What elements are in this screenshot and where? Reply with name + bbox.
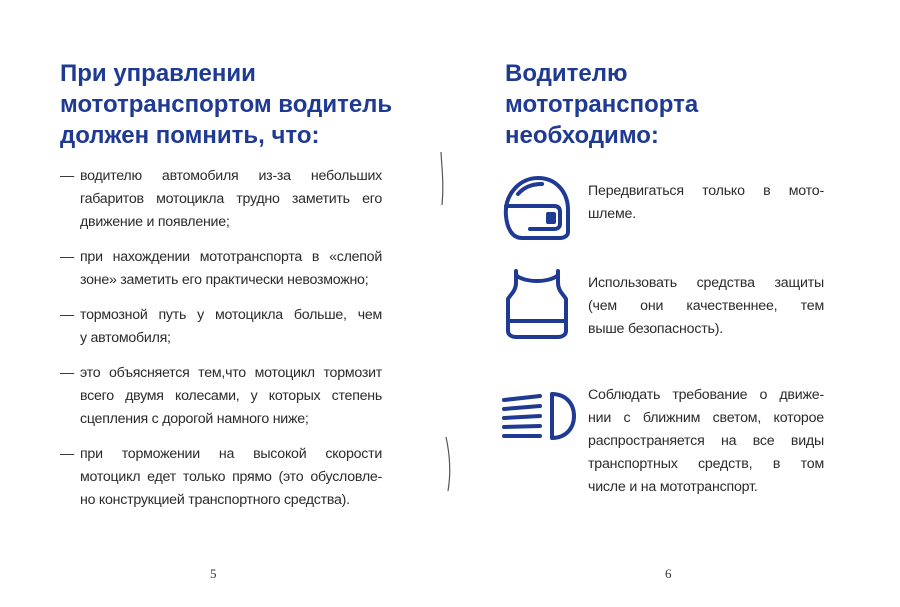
reminder-list — [60, 165, 382, 524]
left-title-line: мототранспортом водитель — [60, 91, 393, 118]
right-page-title — [505, 58, 805, 151]
reminder-text-line: зоне» заметить его практически невозможно; — [80, 272, 369, 288]
reminder-item — [60, 443, 382, 512]
helmet-icon — [498, 172, 576, 244]
right-title-line: мототранспорта — [505, 91, 699, 118]
reminder-item — [60, 304, 382, 350]
reminder-text-line: у автомобиля; — [80, 330, 171, 346]
requirement-text-line: Использовать средства защиты — [588, 275, 824, 291]
requirement-text-line: числе и на мототранспорт. — [588, 479, 758, 495]
vest-icon — [502, 265, 572, 345]
requirement-text-line: нии с ближним светом, которое — [588, 410, 824, 426]
requirement-text-line: Соблюдать требование о движе- — [588, 387, 824, 403]
reminder-text-line: габаритов мотоцикла трудно заметить его — [80, 191, 382, 207]
bullet-dash: — — [60, 168, 75, 184]
bullet-dash: — — [60, 365, 75, 381]
low-beam-headlight-icon — [500, 388, 578, 444]
bullet-dash: — — [60, 249, 75, 265]
reminder-text-line: движение и появление; — [80, 214, 230, 230]
requirement-text-line: распространяется на все виды — [588, 433, 824, 449]
right-title-line: необходимо: — [505, 122, 659, 149]
reminder-item — [60, 165, 382, 234]
reminder-text-line: тормозной путь у мотоцикла больше, чем — [80, 307, 382, 323]
right-page — [450, 0, 900, 607]
reminder-item — [60, 362, 382, 431]
reminder-text-line: это объясняется тем,что мотоцикл тормозит — [80, 365, 382, 381]
left-page-title — [60, 58, 420, 151]
requirement-text-line: выше безопасность). — [588, 321, 723, 337]
page-number: 5 — [210, 566, 217, 581]
reminder-text-line: но конструкцией транспортного средства). — [80, 492, 350, 508]
reminder-text-line: при нахождении мототранспорта в «слепой — [80, 249, 382, 265]
bullet-dash: — — [60, 307, 75, 323]
reminder-text-line: водителю автомобиля из-за небольших — [80, 168, 382, 184]
reminder-text-line: всего двумя колесами, у которых степень — [80, 388, 382, 404]
reminder-text-line: мотоцикл едет только прямо (это обусловле- — [80, 469, 382, 485]
requirement-text-line: транспортных средств, в том — [588, 456, 824, 472]
page-number: 6 — [665, 566, 672, 581]
requirement-text-line: (чем они качественнее, тем — [588, 298, 824, 314]
requirement-low-beam — [588, 384, 824, 499]
reminder-text-line: при торможении на высокой скорости — [80, 446, 382, 462]
requirement-helmet — [588, 180, 824, 226]
reminder-item — [60, 246, 382, 292]
bullet-dash: — — [60, 446, 75, 462]
right-title-line: Водителю — [505, 60, 628, 87]
requirement-protection — [588, 272, 824, 341]
requirement-text-line: Передвигаться только в мото- — [588, 183, 824, 199]
left-title-line: При управлении — [60, 60, 256, 87]
requirement-text-line: шлеме. — [588, 206, 636, 222]
reminder-text-line: сцепления с дорогой намного ниже; — [80, 411, 309, 427]
left-title-line: должен помнить, что: — [60, 122, 320, 149]
staple-mark — [435, 150, 449, 210]
